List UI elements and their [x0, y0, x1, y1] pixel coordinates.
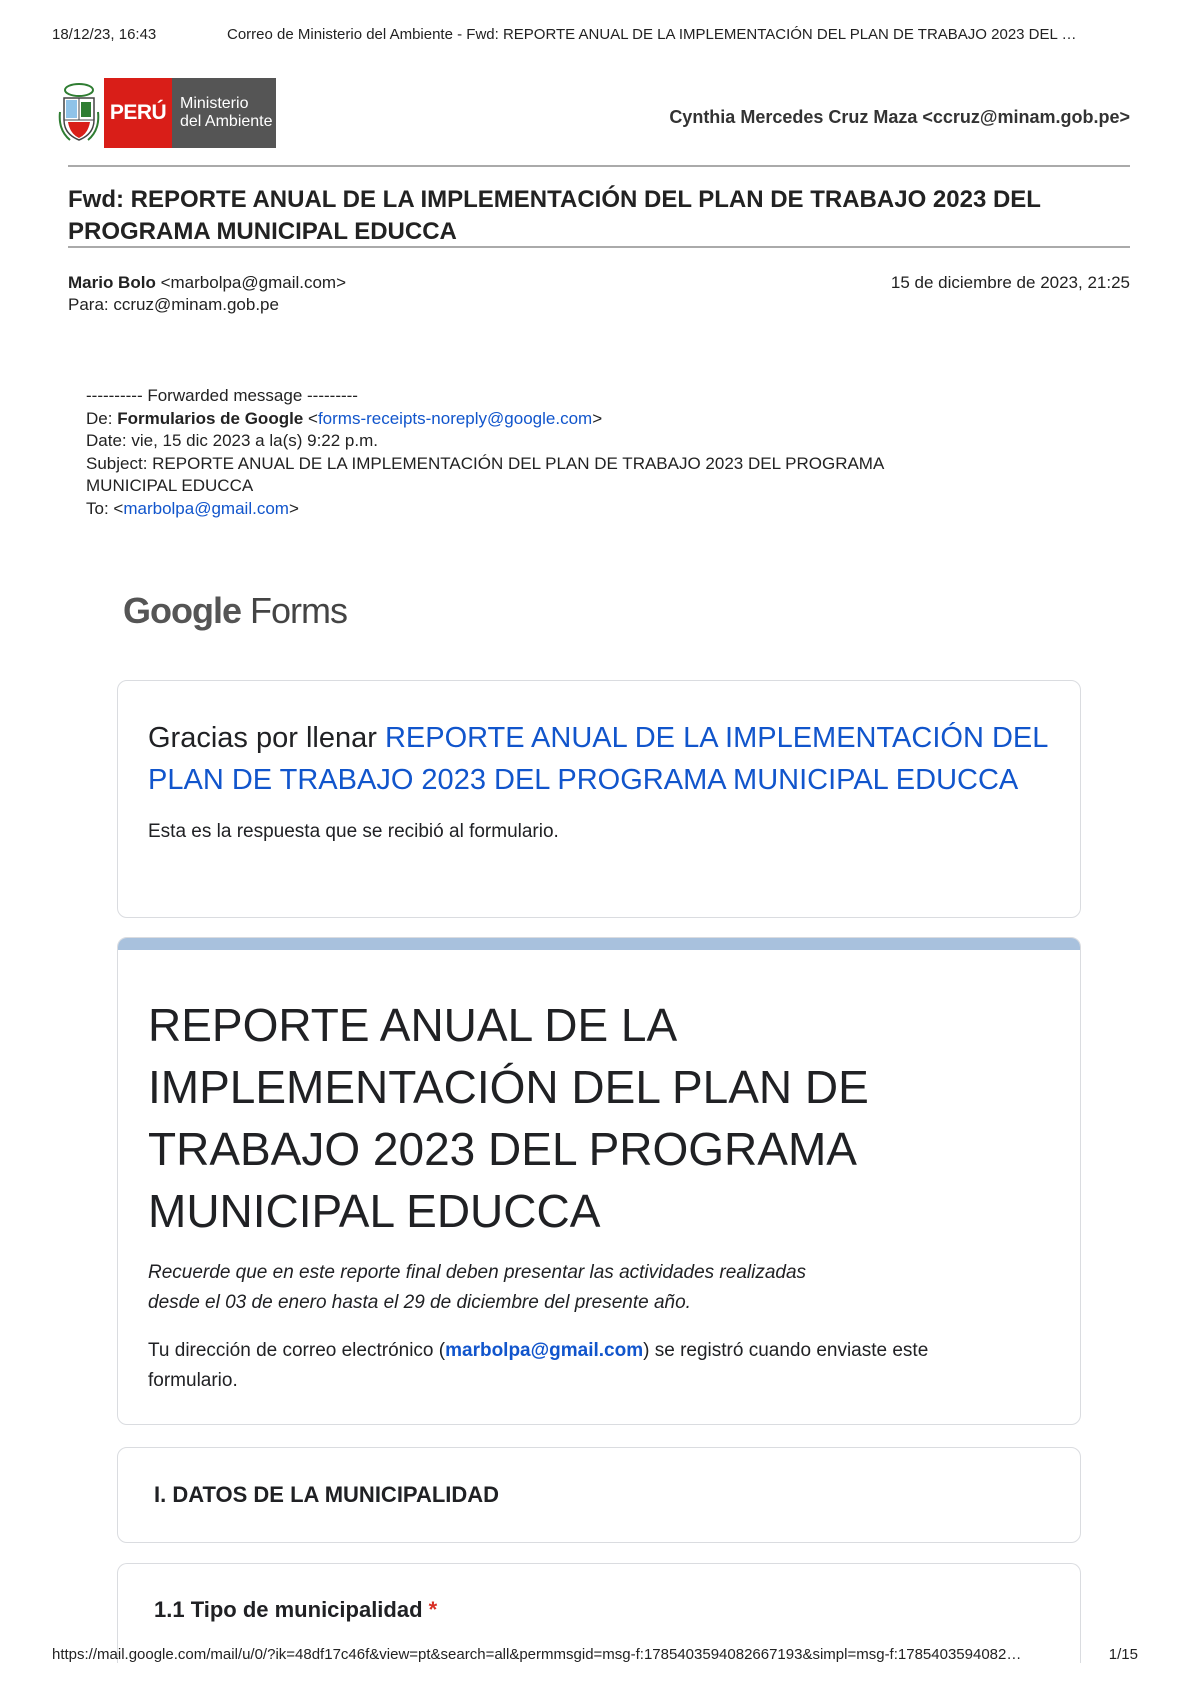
- from-addr-close: >: [592, 408, 603, 428]
- forwarded-subject-line1: Subject: REPORTE ANUAL DE LA IMPLEMENTACIÓN DEL PLAN DE TRABAJO 2023 DEL PROGRAMA: [86, 453, 885, 473]
- forwarded-header: [86, 385, 1046, 520]
- header-divider: [68, 165, 1130, 167]
- email-note-suffix: ) se registró cuando enviaste este formulario.: [148, 1340, 929, 1391]
- from-addr-open: <: [303, 408, 318, 428]
- account-name: Cynthia Mercedes Cruz Maza <ccruz@minam.gob.pe>: [669, 107, 1130, 127]
- print-header: [52, 26, 1138, 43]
- form-title-link[interactable]: REPORTE ANUAL DE LA IMPLEMENTACIÓN DEL PLAN DE TRABAJO 2023 DEL PROGRAMA MUNICIPAL EDUCCA: [148, 722, 1048, 796]
- question-title: [154, 1597, 1044, 1623]
- thanks-text: [148, 717, 1050, 801]
- ministry-line2: del Ambiente: [180, 113, 273, 130]
- google-wordmark: Google: [123, 590, 241, 631]
- required-asterisk: *: [428, 1597, 438, 1622]
- form-description-line: desde el 03 de enero hasta el 29 de diciembre del presente año.: [148, 1292, 691, 1313]
- email-meta: [68, 272, 1130, 316]
- email-note-prefix: Tu dirección de correo electrónico (: [148, 1340, 446, 1361]
- peru-badge: PERÚ: [104, 78, 172, 148]
- section-title: I. DATOS DE LA MUNICIPALIDAD: [154, 1482, 500, 1507]
- respondent-email[interactable]: marbolpa@gmail.com: [445, 1340, 644, 1361]
- thanks-prefix: Gracias por llenar: [148, 722, 385, 754]
- google-forms-logo: [123, 590, 347, 632]
- question-label: 1.1 Tipo de municipalidad: [154, 1597, 423, 1622]
- ministry-line1: Ministerio: [180, 95, 249, 112]
- email-date: 15 de diciembre de 2023, 21:25: [890, 273, 1130, 292]
- sender: [68, 272, 346, 294]
- response-note: Esta es la respuesta que se recibió al formulario.: [148, 821, 559, 842]
- to-label: To: <: [86, 498, 124, 518]
- form-title: [118, 950, 1080, 1242]
- sender-address: <marbolpa@gmail.com>: [160, 273, 347, 292]
- ministry-name: [172, 78, 276, 148]
- forwarded-from: [86, 408, 1046, 431]
- thanks-card: [117, 680, 1081, 918]
- ministry-logo: [56, 78, 276, 148]
- email-recorded-note: [118, 1318, 1048, 1396]
- sender-name: Mario Bolo: [68, 273, 156, 292]
- print-datetime: 18/12/23, 16:43: [52, 26, 157, 43]
- page-number: 1/15: [1108, 1646, 1138, 1663]
- print-page-title: Correo de Ministerio del Ambiente - Fwd: REPORTE ANUAL DE LA IMPLEMENTACIÓN DEL PLAN DE TRABAJO 2023 DEL …: [227, 26, 1077, 43]
- form-accent-bar: [118, 938, 1080, 950]
- print-url: https://mail.google.com/mail/u/0/?ik=48df17c46f&view=pt&search=all&permmsgid=msg-f:1785403594082667193&simpl=msg-f:1785403594082…: [52, 1646, 1022, 1663]
- peru-coat-of-arms-icon: [56, 78, 102, 148]
- from-name: Formularios de Google: [117, 408, 304, 428]
- subject-divider: [68, 246, 1130, 248]
- from-address-link[interactable]: forms-receipts-noreply@google.com: [317, 408, 593, 428]
- email-recipient: Para: ccruz@minam.gob.pe: [68, 295, 279, 314]
- form-header-card: [117, 937, 1081, 1425]
- form-title-line: IMPLEMENTACIÓN DEL PLAN DE: [148, 1061, 869, 1113]
- forwarded-to: [86, 498, 1046, 521]
- form-description: [118, 1242, 918, 1318]
- section-card: [117, 1447, 1081, 1543]
- form-description-line: Recuerde que en este reporte final deben presentar las actividades realizadas: [148, 1262, 807, 1283]
- form-title-line: MUNICIPAL EDUCCA: [148, 1185, 601, 1237]
- to-close: >: [288, 498, 299, 518]
- email-subject: Fwd: REPORTE ANUAL DE LA IMPLEMENTACIÓN DEL PLAN DE TRABAJO 2023 DEL PROGRAMA MUNICIPAL EDUCCA: [68, 186, 1041, 245]
- form-title-line: REPORTE ANUAL DE LA: [148, 999, 678, 1051]
- from-label: De:: [86, 408, 118, 428]
- forwarded-subject-line2: MUNICIPAL EDUCCA: [86, 476, 254, 495]
- to-address-link[interactable]: marbolpa@gmail.com: [123, 498, 289, 518]
- form-title-line: TRABAJO 2023 DEL PROGRAMA: [148, 1123, 857, 1175]
- forwarded-date: Date: vie, 15 dic 2023 a la(s) 9:22 p.m.: [86, 431, 378, 450]
- forms-wordmark: Forms: [241, 590, 347, 631]
- print-footer: [52, 1646, 1138, 1663]
- forwarded-banner: ---------- Forwarded message ---------: [86, 386, 358, 405]
